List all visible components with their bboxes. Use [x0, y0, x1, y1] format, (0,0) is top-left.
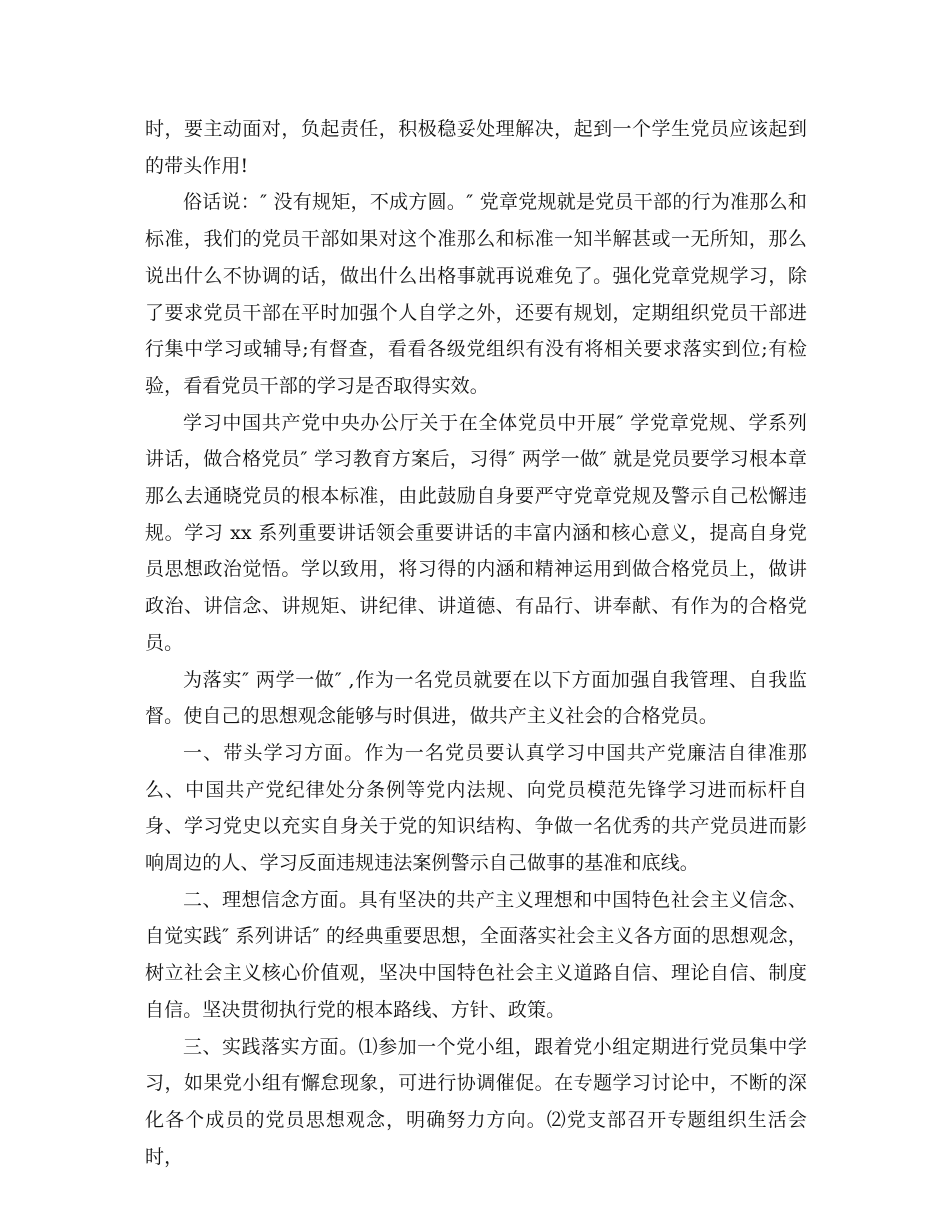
- paragraph-4: 为落实″ 两学一做″ ,作为一名党员就要在以下方面加强自我管理、自我监督。使自己的思想观念能够与时俱进，做共产主义社会的合格党员。: [145, 668, 807, 728]
- paragraph-5: 一、带头学习方面。作为一名党员要认真学习中国共产党廉洁自律准那么、中国共产党纪律处分条例等党内法规、向党员模范先锋学习进而标杆自身、学习党史以充实自身关于党的知识结构、争做一名优秀的共产党员进而影响周边的人、学习反面违规违法案例警示自己做事的基准和底线。: [145, 741, 807, 875]
- paragraph-6: 二、理想信念方面。具有坚决的共产主义理想和中国特色社会主义信念、自觉实践″ 系列讲话″ 的经典重要思想，全面落实社会主义各方面的思想观念，树立社会主义核心价值观，坚决中国特色社会主义道路自信、理论自信、制度自信。坚决贯彻执行党的根本路线、方针、政策。: [145, 888, 807, 1021]
- paragraph-2: 俗话说：″ 没有规矩，不成方圆。″ 党章党规就是党员干部的行为准那么和标准，我们的党员干部如果对这个准那么和标准一知半解甚或一无所知，那么说出什么不协调的话，做出什么出格事就再说难免了。强化党章党规学习，除了要求党员干部在平时加强个人自学之外，还要有规划，定期组织党员干部进行集中学习或辅导;有督查，看看各级党组织有没有将相关要求落实到位;有检验，看看党员干部的学习是否取得实效。: [145, 191, 807, 397]
- paragraph-7: 三、实践落实方面。⑴参加一个党小组，跟着党小组定期进行党员集中学习，如果党小组有懈怠现象，可进行协调催促。在专题学习讨论中，不断的深化各个成员的党员思想观念，明确努力方向。⑵党支部召开专题组织生活会时，: [145, 1035, 807, 1168]
- paragraph-1: 时，要主动面对，负起责任，积极稳妥处理解决，起到一个学生党员应该起到的带头作用!: [145, 118, 807, 177]
- paragraph-3: 学习中国共产党中央办公厅关于在全体党员中开展″ 学党章党规、学系列讲话，做合格党员″ 学习教育方案后，习得″ 两学一做″ 就是党员要学习根本章那么去通晓党员的根本标准，由此鼓励自身要严守党章党规及警示自己松懈违规。学习 xx 系列重要讲话领会重要讲话的丰富内涵和核心意义，提高自身党员思想政治觉悟。学以致用，将习得的内涵和精神运用到做合格党员上，做讲政治、讲信念、讲规矩、讲纪律、讲道德、有品行、讲奉献、有作为的合格党员。: [145, 411, 807, 654]
- document-body: [145, 111, 807, 1175]
